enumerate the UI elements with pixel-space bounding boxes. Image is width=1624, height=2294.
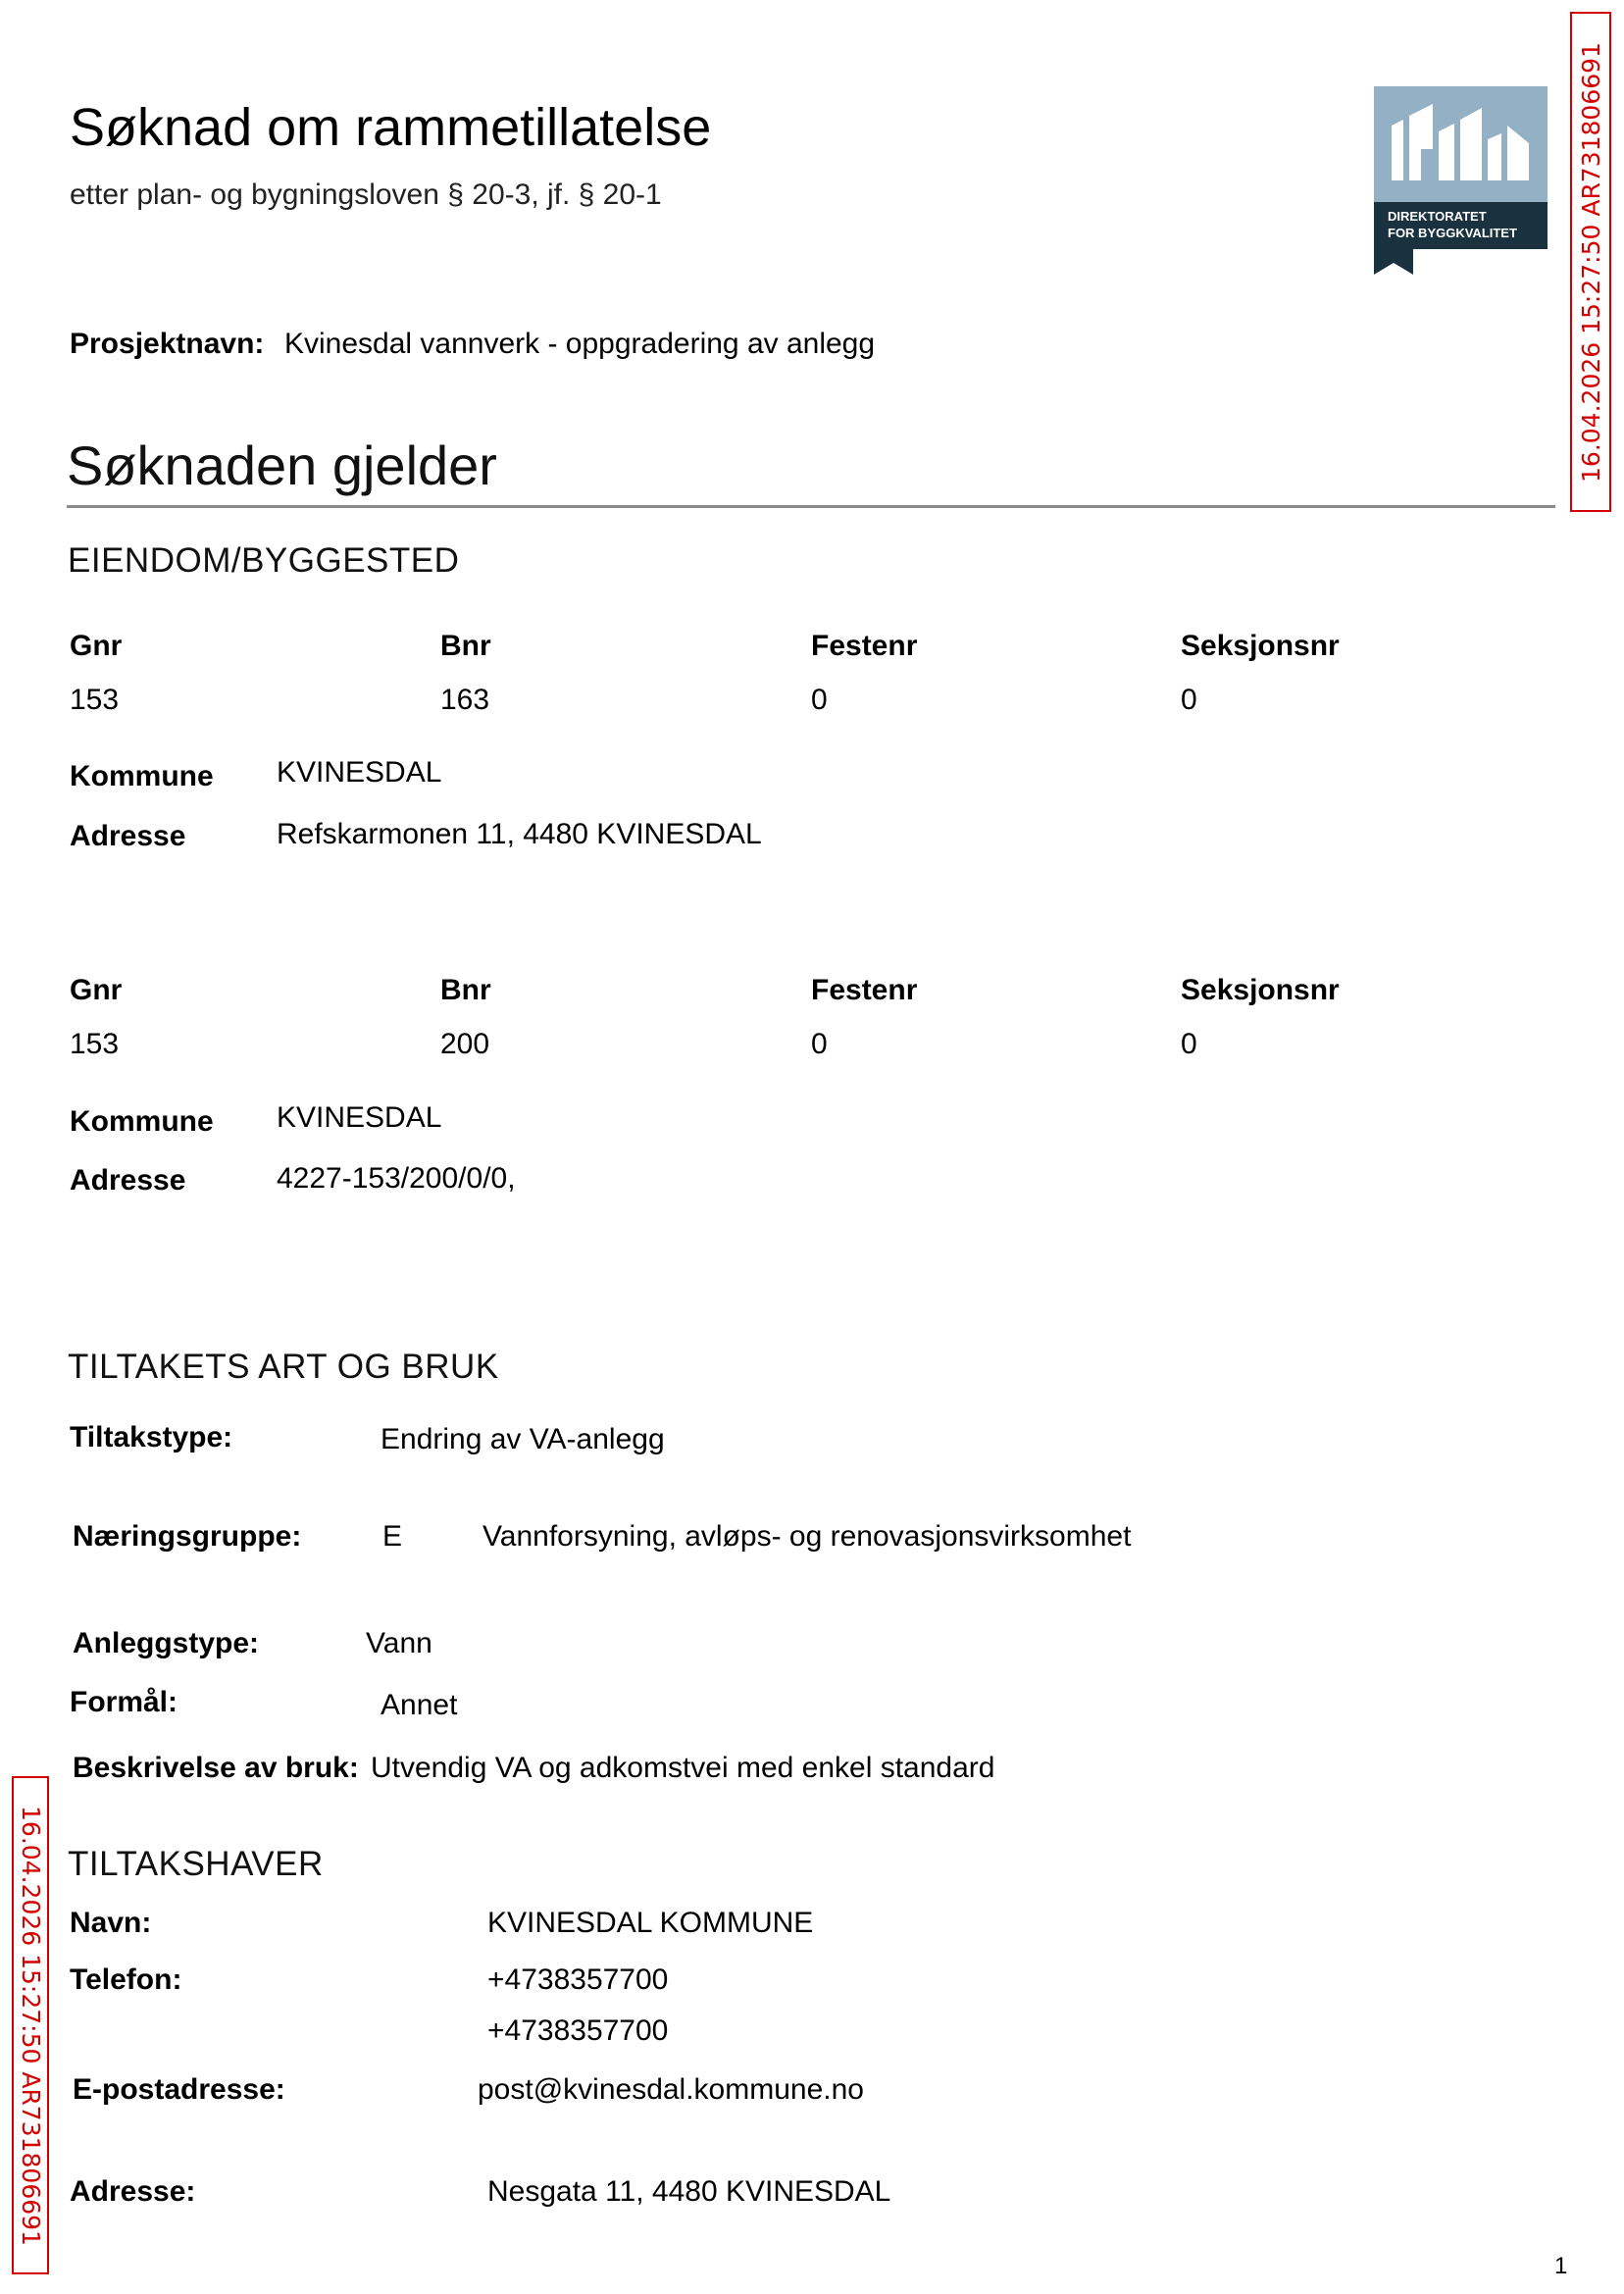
- formal-label: Formål:: [70, 1686, 178, 1718]
- seksjonsnr-value: 0: [1181, 684, 1197, 716]
- timestamp-stamp-top: [1570, 12, 1611, 512]
- seksjonsnr-header: Seksjonsnr: [1181, 974, 1340, 1006]
- telefon-value: +4738357700: [487, 1963, 669, 1996]
- adresse-label: Adresse: [70, 1164, 186, 1197]
- kommune-label: Kommune: [70, 1105, 214, 1138]
- property-heading: EIENDOM/BYGGESTED: [68, 541, 460, 580]
- gnr-value: 153: [70, 684, 120, 716]
- gnr-header: Gnr: [70, 630, 123, 662]
- naeringsgruppe-code: E: [382, 1520, 403, 1553]
- gnr-value: 153: [70, 1028, 120, 1060]
- dibk-logo: [1374, 86, 1548, 275]
- beskrivelse-value: Utvendig VA og adkomstvei med enkel standard: [371, 1752, 995, 1784]
- kommune-value: KVINESDAL: [277, 756, 442, 789]
- anleggstype-label: Anleggstype:: [73, 1627, 260, 1659]
- timestamp-stamp-text: 16.04.2026 15:27:50 AR731806691: [16, 1805, 45, 2246]
- festenr-value: 0: [811, 684, 828, 716]
- bnr-value: 163: [440, 684, 490, 716]
- adresse-label: Adresse: [70, 820, 186, 852]
- anleggstype-value: Vann: [366, 1627, 432, 1659]
- naeringsgruppe-value: Vannforsyning, avløps- og renovasjonsvirksomhet: [482, 1520, 1132, 1553]
- document-subtitle: etter plan- og bygningsloven § 20-3, jf. § 20-1: [70, 178, 662, 211]
- gnr-header: Gnr: [70, 974, 123, 1006]
- kommune-value: KVINESDAL: [277, 1101, 442, 1134]
- kommune-label: Kommune: [70, 760, 214, 792]
- tiltakshaver-adresse-value: Nesgata 11, 4480 KVINESDAL: [487, 2175, 891, 2208]
- timestamp-stamp-left: [12, 1776, 49, 2274]
- epost-value: post@kvinesdal.kommune.no: [478, 2073, 864, 2106]
- tiltakshaver-adresse-label: Adresse:: [70, 2175, 196, 2208]
- tiltakstype-value: Endring av VA-anlegg: [381, 1423, 665, 1455]
- tiltak-heading: TILTAKETS ART OG BRUK: [68, 1348, 499, 1386]
- document-title: Søknad om rammetillatelse: [70, 98, 712, 157]
- navn-value: KVINESDAL KOMMUNE: [487, 1907, 814, 1939]
- logo-line-2: FOR BYGGKVALITET: [1388, 226, 1517, 240]
- navn-label: Navn:: [70, 1907, 152, 1939]
- bnr-header: Bnr: [440, 974, 491, 1006]
- epost-label: E-postadresse:: [73, 2073, 285, 2106]
- naeringsgruppe-label: Næringsgruppe:: [73, 1520, 302, 1553]
- bnr-header: Bnr: [440, 630, 491, 662]
- adresse-value: 4227-153/200/0/0,: [277, 1162, 516, 1195]
- logo-line-1: DIREKTORATET: [1388, 209, 1487, 224]
- adresse-value: Refskarmonen 11, 4480 KVINESDAL: [277, 818, 762, 850]
- telefon-label: Telefon:: [70, 1963, 182, 1996]
- page-number: 1: [1554, 2253, 1568, 2279]
- formal-value: Annet: [381, 1689, 458, 1721]
- seksjonsnr-header: Seksjonsnr: [1181, 630, 1340, 662]
- timestamp-stamp-text: 16.04.2026 15:27:50 AR731806691: [1576, 41, 1605, 483]
- project-name-label: Prosjektnavn:: [70, 328, 265, 360]
- tiltakshaver-heading: TILTAKSHAVER: [68, 1845, 324, 1883]
- dibk-logo-graphic: [1374, 86, 1548, 275]
- bnr-value: 200: [440, 1028, 490, 1060]
- festenr-header: Festenr: [811, 974, 918, 1006]
- tiltakstype-label: Tiltakstype:: [70, 1421, 233, 1453]
- seksjonsnr-value: 0: [1181, 1028, 1197, 1060]
- beskrivelse-label: Beskrivelse av bruk:: [73, 1752, 359, 1784]
- project-name-value: Kvinesdal vannverk - oppgradering av anlegg: [284, 328, 876, 360]
- telefon-value: +4738357700: [487, 2014, 669, 2047]
- festenr-header: Festenr: [811, 630, 918, 662]
- section-title: Søknaden gjelder: [67, 434, 497, 496]
- festenr-value: 0: [811, 1028, 828, 1060]
- section-divider: [67, 505, 1555, 508]
